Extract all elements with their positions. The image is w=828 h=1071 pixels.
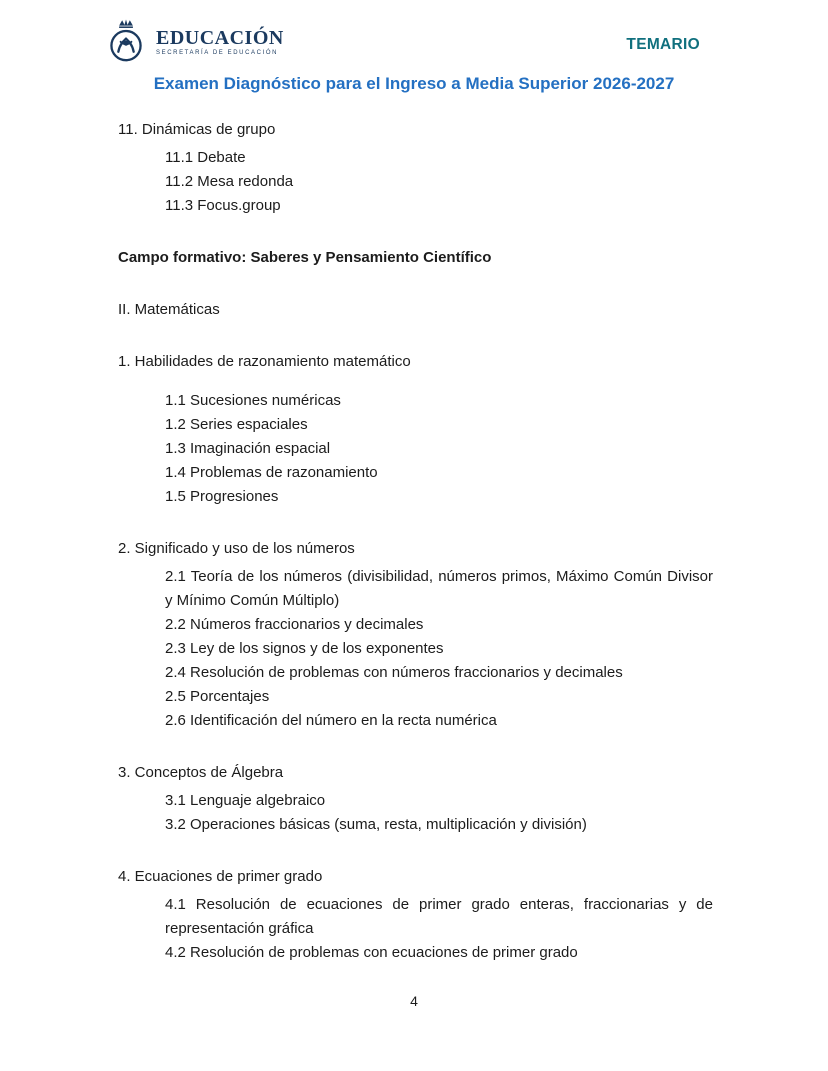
section-heading: 1. Habilidades de razonamiento matemático bbox=[118, 353, 411, 370]
section-item: 2.4 Resolución de problemas con números fraccionarios y decimales bbox=[165, 664, 623, 681]
section-item: 4.2 Resolución de problemas con ecuaciones de primer grado bbox=[165, 944, 578, 961]
document-section bbox=[118, 761, 713, 837]
section-items bbox=[165, 893, 713, 965]
document-section bbox=[118, 350, 713, 509]
section-heading: 2. Significado y uso de los números bbox=[118, 540, 355, 557]
section-item: 2.6 Identificación del número en la recta numérica bbox=[165, 712, 497, 729]
section-heading: 11. Dinámicas de grupo bbox=[118, 121, 276, 138]
temario-label: TEMARIO bbox=[626, 36, 700, 53]
document-sections bbox=[0, 118, 828, 965]
section-item: 2.3 Ley de los signos y de los exponentes bbox=[165, 640, 444, 657]
section-heading: Campo formativo: Saberes y Pensamiento Científico bbox=[118, 249, 492, 266]
section-item: 4.1 Resolución de ecuaciones de primer grado enteras, fraccionarias y de representación gráfica bbox=[165, 896, 713, 937]
section-items bbox=[165, 389, 713, 509]
section-item: 3.1 Lenguaje algebraico bbox=[165, 792, 326, 809]
section-item: 2.1 Teoría de los números (divisibilidad, números primos, Máximo Común Divisor y Mínimo Común Múltiplo) bbox=[165, 568, 713, 609]
section-item: 2.2 Números fraccionarios y decimales bbox=[165, 616, 424, 633]
educacion-logo bbox=[103, 18, 284, 64]
document-section bbox=[118, 298, 713, 322]
section-item: 1.2 Series espaciales bbox=[165, 416, 308, 433]
educacion-logo-icon bbox=[103, 18, 149, 64]
page-header bbox=[0, 0, 828, 112]
logo-text bbox=[156, 27, 284, 56]
section-item: 1.5 Progresiones bbox=[165, 488, 279, 505]
document-section bbox=[118, 865, 713, 965]
section-item: 1.4 Problemas de razonamiento bbox=[165, 464, 378, 481]
section-item: 1.1 Sucesiones numéricas bbox=[165, 392, 341, 409]
logo-brand: EDUCACIÓN bbox=[156, 26, 284, 49]
section-heading: 3. Conceptos de Álgebra bbox=[118, 764, 284, 781]
section-items bbox=[165, 565, 713, 733]
section-items bbox=[165, 789, 713, 837]
section-item: 11.1 Debate bbox=[165, 149, 246, 166]
section-item: 11.2 Mesa redonda bbox=[165, 173, 294, 190]
section-heading: 4. Ecuaciones de primer grado bbox=[118, 868, 323, 885]
document-title: Examen Diagnóstico para el Ingreso a Media Superior 2026-2027 bbox=[153, 74, 675, 93]
section-items bbox=[165, 146, 713, 218]
logo-subtitle: SECRETARÍA DE EDUCACIÓN bbox=[156, 49, 279, 56]
section-item: 11.3 Focus.group bbox=[165, 197, 281, 214]
page-number: 4 bbox=[410, 993, 418, 1009]
document-section bbox=[118, 246, 713, 270]
section-item: 3.2 Operaciones básicas (suma, resta, multiplicación y división) bbox=[165, 816, 587, 833]
document-section bbox=[118, 118, 713, 218]
section-heading: II. Matemáticas bbox=[118, 301, 220, 318]
document-section bbox=[118, 537, 713, 733]
section-item: 1.3 Imaginación espacial bbox=[165, 440, 331, 457]
section-item: 2.5 Porcentajes bbox=[165, 688, 270, 705]
